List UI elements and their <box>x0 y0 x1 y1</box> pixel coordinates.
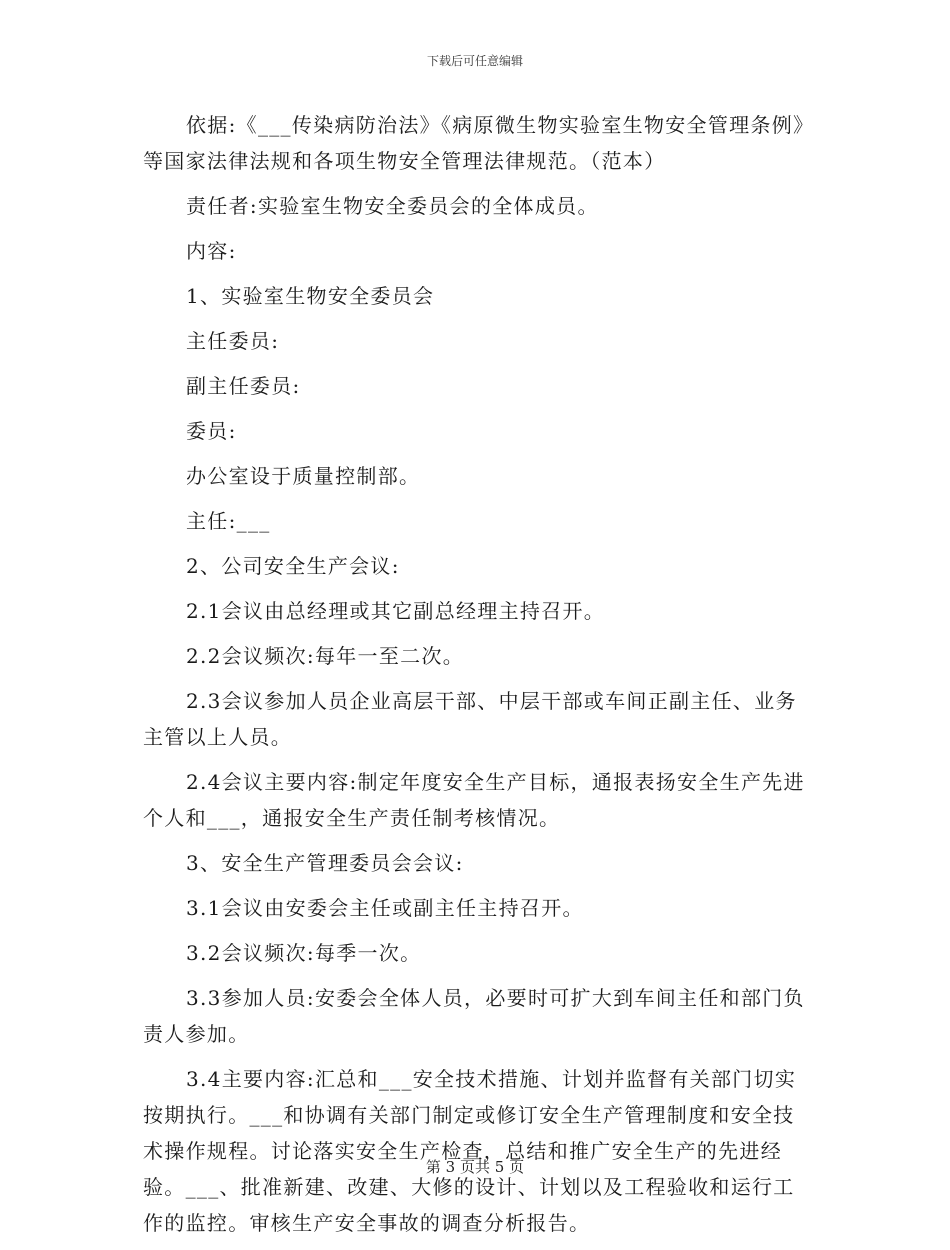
paragraph-director: 主任委员: <box>186 329 280 353</box>
paragraph-section-2: 2、公司安全生产会议: <box>186 554 400 578</box>
paragraph-3-4: 3.4主要内容:汇总和___安全技术措施、计划并监督有关部门切实按期执行。___和协调有关部门制定或修订安全生产管理制度和安全技术操作规程。讨论落实安全生产检查，总结和推广安全生产的先进经验。___、批准新建、改建、大修的设计、计划以及工程验收和运行工作的监控。审核生产安全事故的调查分析报告。 <box>143 1067 797 1235</box>
paragraph-section-3: 3、安全生产管理委员会会议: <box>186 851 464 875</box>
paragraph-2-3: 2.3会议参加人员企业高层干部、中层干部或车间正副主任、业务主管以上人员。 <box>143 689 797 749</box>
paragraph-3-3: 3.3参加人员:安委会全体人员，必要时可扩大到车间主任和部门负责人参加。 <box>143 986 805 1046</box>
page-footer: 第 3 页共 5 页 <box>425 1158 525 1176</box>
paragraph-content-heading: 内容: <box>186 239 237 263</box>
paragraph-basis: 依据:《___传染病防治法》《病原微生物实验室生物安全管理条例》等国家法律法规和各项生物安全管理法律规范。（范本） <box>143 113 805 173</box>
page-header: 下载后可任意编辑 <box>426 54 523 68</box>
paragraph-3-2: 3.2会议频次:每季一次。 <box>186 941 422 965</box>
paragraph-2-1: 2.1会议由总经理或其它副总经理主持召开。 <box>186 599 606 623</box>
paragraph-2-2: 2.2会议频次:每年一至二次。 <box>186 644 465 668</box>
paragraph-vice-director: 副主任委员: <box>186 374 301 398</box>
paragraph-members: 委员: <box>186 419 237 443</box>
document-body <box>143 107 808 1250</box>
paragraph-office-head: 主任:___ <box>186 509 271 533</box>
paragraph-section-1: 1、实验室生物安全委员会 <box>186 284 435 308</box>
paragraph-2-4: 2.4会议主要内容:制定年度安全生产目标，通报表扬安全生产先进个人和___，通报安全生产责任制考核情况。 <box>143 770 805 830</box>
paragraph-office: 办公室设于质量控制部。 <box>186 464 421 488</box>
paragraph-3-1: 3.1会议由安委会主任或副主任主持召开。 <box>186 896 584 920</box>
paragraph-responsible: 责任者:实验室生物安全委员会的全体成员。 <box>186 194 599 218</box>
